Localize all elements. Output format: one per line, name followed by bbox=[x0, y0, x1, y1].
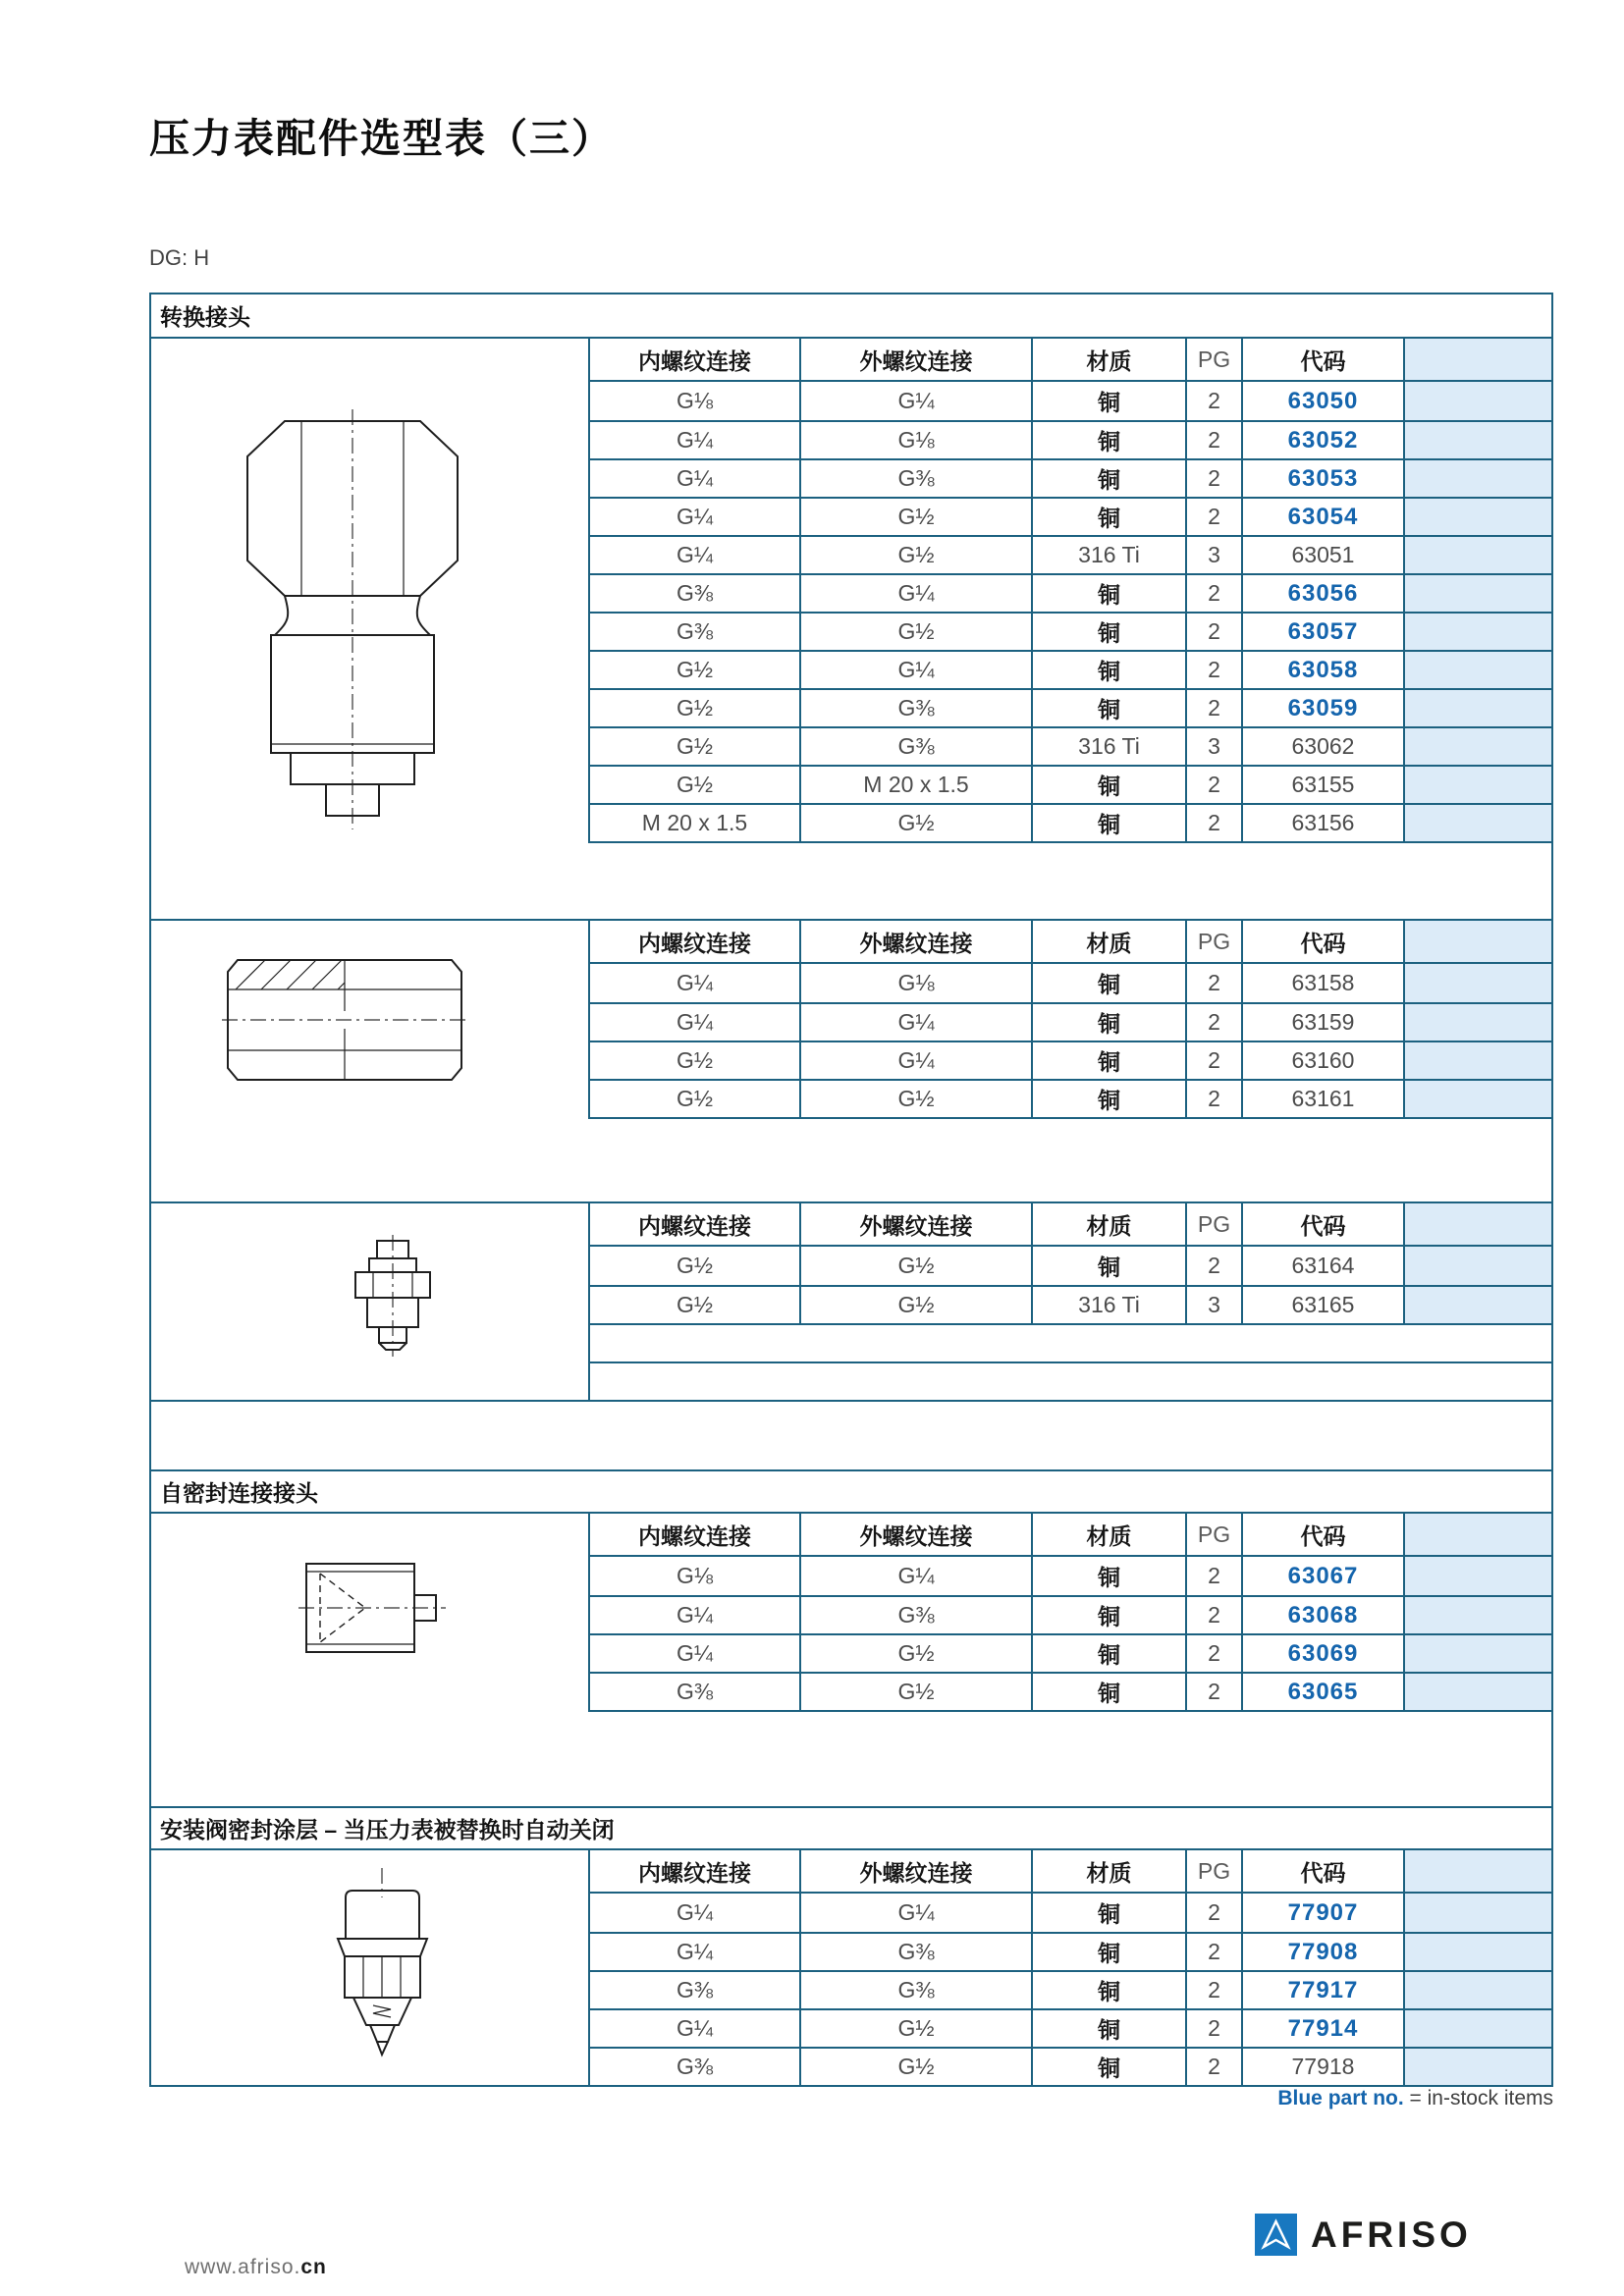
material-value: 铜 bbox=[1031, 1002, 1185, 1041]
pg-value: 2 bbox=[1185, 1041, 1241, 1079]
self-sealing-connector-drawing bbox=[298, 1558, 446, 1658]
part-number: 77918 bbox=[1241, 2047, 1403, 2085]
pg-value: 2 bbox=[1185, 497, 1241, 535]
part-number: 63067 bbox=[1241, 1557, 1403, 1595]
material-value: 316 Ti bbox=[1031, 535, 1185, 573]
part-number: 63160 bbox=[1241, 1041, 1403, 1079]
outer-thread-value: G⅜ bbox=[799, 1932, 1031, 1970]
table-row bbox=[588, 1595, 1551, 1633]
header-row bbox=[588, 339, 1551, 382]
inner-thread-value: G⅜ bbox=[588, 1672, 799, 1710]
table-row bbox=[588, 458, 1551, 497]
part-number: 77908 bbox=[1241, 1932, 1403, 1970]
section-title-self-sealing: 自密封连接接头 bbox=[151, 1469, 1551, 1514]
part-number: 77917 bbox=[1241, 1970, 1403, 2008]
drawing-cell bbox=[151, 1850, 588, 2085]
section-self-sealing bbox=[151, 1469, 1551, 1806]
material-value: 铜 bbox=[1031, 964, 1185, 1002]
stock-indicator-cell bbox=[1403, 420, 1551, 458]
pg-value: 3 bbox=[1185, 1285, 1241, 1323]
stock-indicator-cell bbox=[1403, 382, 1551, 420]
pg-value: 2 bbox=[1185, 1595, 1241, 1633]
column-header-code: 代码 bbox=[1241, 921, 1403, 964]
material-value: 铜 bbox=[1031, 1894, 1185, 1932]
part-number: 63051 bbox=[1241, 535, 1403, 573]
brand-name: AFRISO bbox=[1311, 2215, 1472, 2255]
header-row bbox=[588, 1850, 1551, 1894]
material-value: 铜 bbox=[1031, 1672, 1185, 1710]
inner-thread-value: G½ bbox=[588, 726, 799, 765]
afriso-logo bbox=[1255, 2213, 1472, 2256]
material-value: 铜 bbox=[1031, 1932, 1185, 1970]
table-row bbox=[588, 803, 1551, 841]
material-value: 铜 bbox=[1031, 765, 1185, 803]
material-value: 铜 bbox=[1031, 573, 1185, 612]
outer-thread-value: G⅜ bbox=[799, 1970, 1031, 2008]
hex-coupling-drawing bbox=[222, 950, 467, 1090]
inner-thread-value: G¼ bbox=[588, 964, 799, 1002]
outer-thread-value: G½ bbox=[799, 2047, 1031, 2085]
material-value: 铜 bbox=[1031, 803, 1185, 841]
material-value: 铜 bbox=[1031, 1041, 1185, 1079]
column-header-inner-thread: 内螺纹连接 bbox=[588, 921, 799, 964]
section-spacer bbox=[151, 1402, 1551, 1469]
column-header-code: 代码 bbox=[1241, 339, 1403, 382]
pg-value: 2 bbox=[1185, 1633, 1241, 1672]
empty-cell bbox=[588, 1323, 1551, 1362]
pg-value: 2 bbox=[1185, 650, 1241, 688]
stock-column-header bbox=[1403, 921, 1551, 964]
column-header-pg: PG bbox=[1185, 1850, 1241, 1894]
material-value: 铜 bbox=[1031, 2008, 1185, 2047]
stock-indicator-cell bbox=[1403, 726, 1551, 765]
material-value: 铜 bbox=[1031, 1970, 1185, 2008]
inner-thread-value: G½ bbox=[588, 688, 799, 726]
pg-value: 2 bbox=[1185, 382, 1241, 420]
column-header-inner-thread: 内螺纹连接 bbox=[588, 1203, 799, 1247]
outer-thread-value: G¼ bbox=[799, 573, 1031, 612]
table-row bbox=[588, 1285, 1551, 1323]
table-row bbox=[588, 382, 1551, 420]
pg-value: 3 bbox=[1185, 535, 1241, 573]
pg-value: 2 bbox=[1185, 964, 1241, 1002]
dg-label: DG: H bbox=[149, 245, 210, 270]
pg-value: 2 bbox=[1185, 1079, 1241, 1117]
stock-indicator-cell bbox=[1403, 535, 1551, 573]
pg-value: 2 bbox=[1185, 765, 1241, 803]
pg-value: 2 bbox=[1185, 612, 1241, 650]
table-row bbox=[588, 1970, 1551, 2008]
part-number: 63059 bbox=[1241, 688, 1403, 726]
inner-thread-value: G¼ bbox=[588, 2008, 799, 2047]
outer-thread-value: G⅜ bbox=[799, 726, 1031, 765]
inner-thread-value: G¼ bbox=[588, 1595, 799, 1633]
outer-thread-value: G⅜ bbox=[799, 1595, 1031, 1633]
outer-thread-value: G½ bbox=[799, 1672, 1031, 1710]
inner-thread-value: G¼ bbox=[588, 1932, 799, 1970]
inner-thread-value: G⅜ bbox=[588, 612, 799, 650]
stock-indicator-cell bbox=[1403, 650, 1551, 688]
stock-column-header bbox=[1403, 339, 1551, 382]
inner-thread-value: G¼ bbox=[588, 1633, 799, 1672]
table-row bbox=[588, 726, 1551, 765]
stock-indicator-cell bbox=[1403, 1970, 1551, 2008]
material-value: 铜 bbox=[1031, 1247, 1185, 1285]
column-header-code: 代码 bbox=[1241, 1850, 1403, 1894]
outer-thread-value: G¼ bbox=[799, 1041, 1031, 1079]
pg-value: 2 bbox=[1185, 688, 1241, 726]
outer-thread-value: G⅛ bbox=[799, 964, 1031, 1002]
inner-thread-value: G⅜ bbox=[588, 573, 799, 612]
stock-indicator-cell bbox=[1403, 1247, 1551, 1285]
inner-thread-value: G½ bbox=[588, 650, 799, 688]
column-header-outer-thread: 外螺纹连接 bbox=[799, 339, 1031, 382]
column-header-pg: PG bbox=[1185, 339, 1241, 382]
stock-indicator-cell bbox=[1403, 1595, 1551, 1633]
table-row bbox=[588, 1672, 1551, 1710]
material-value: 铜 bbox=[1031, 650, 1185, 688]
pg-value: 2 bbox=[1185, 1557, 1241, 1595]
stock-indicator-cell bbox=[1403, 612, 1551, 650]
empty-table-row bbox=[588, 1323, 1551, 1362]
inner-thread-value: G½ bbox=[588, 1079, 799, 1117]
stock-indicator-cell bbox=[1403, 1041, 1551, 1079]
table-row bbox=[588, 964, 1551, 1002]
drawing-cell bbox=[151, 339, 588, 843]
stock-indicator-cell bbox=[1403, 1894, 1551, 1932]
stock-indicator-cell bbox=[1403, 1079, 1551, 1117]
website-tld: cn bbox=[300, 2256, 327, 2278]
column-header-inner-thread: 内螺纹连接 bbox=[588, 339, 799, 382]
stock-indicator-cell bbox=[1403, 1672, 1551, 1710]
section-spacer bbox=[151, 843, 1551, 919]
outer-thread-value: G½ bbox=[799, 1285, 1031, 1323]
inner-thread-value: G⅜ bbox=[588, 2047, 799, 2085]
table-row bbox=[588, 1247, 1551, 1285]
part-number: 63159 bbox=[1241, 1002, 1403, 1041]
stock-indicator-cell bbox=[1403, 765, 1551, 803]
website-link[interactable] bbox=[185, 2256, 327, 2279]
material-value: 316 Ti bbox=[1031, 726, 1185, 765]
column-header-inner-thread: 内螺纹连接 bbox=[588, 1514, 799, 1557]
stock-indicator-cell bbox=[1403, 1633, 1551, 1672]
table-row bbox=[588, 573, 1551, 612]
pg-value: 2 bbox=[1185, 1894, 1241, 1932]
table-row bbox=[588, 1079, 1551, 1117]
table-row bbox=[588, 612, 1551, 650]
column-header-pg: PG bbox=[1185, 1514, 1241, 1557]
section-title-adapters: 转换接头 bbox=[151, 294, 1551, 339]
part-number: 63062 bbox=[1241, 726, 1403, 765]
stock-indicator-cell bbox=[1403, 964, 1551, 1002]
section-adapters bbox=[151, 294, 1551, 1469]
column-header-outer-thread: 外螺纹连接 bbox=[799, 1850, 1031, 1894]
material-value: 铜 bbox=[1031, 1079, 1185, 1117]
gauge-valve-drawing bbox=[326, 1868, 440, 2064]
table-row bbox=[588, 497, 1551, 535]
stock-column-header bbox=[1403, 1203, 1551, 1247]
material-value: 铜 bbox=[1031, 1557, 1185, 1595]
empty-cell bbox=[588, 1362, 1551, 1400]
legend-blue-label: Blue part no. bbox=[1277, 2087, 1404, 2109]
part-number: 63053 bbox=[1241, 458, 1403, 497]
outer-thread-value: G⅜ bbox=[799, 458, 1031, 497]
outer-thread-value: G½ bbox=[799, 2008, 1031, 2047]
inner-thread-value: G½ bbox=[588, 765, 799, 803]
outer-thread-value: G½ bbox=[799, 803, 1031, 841]
part-number: 63056 bbox=[1241, 573, 1403, 612]
header-row bbox=[588, 1203, 1551, 1247]
section-mounting-valve bbox=[151, 1806, 1551, 2087]
table-row bbox=[588, 1557, 1551, 1595]
column-header-pg: PG bbox=[1185, 1203, 1241, 1247]
table-row bbox=[588, 688, 1551, 726]
outer-thread-value: G¼ bbox=[799, 1002, 1031, 1041]
adapter-table bbox=[151, 339, 1551, 843]
stock-indicator-cell bbox=[1403, 2008, 1551, 2047]
part-number: 63164 bbox=[1241, 1247, 1403, 1285]
column-header-pg: PG bbox=[1185, 921, 1241, 964]
column-header-outer-thread: 外螺纹连接 bbox=[799, 921, 1031, 964]
inner-thread-value: G⅛ bbox=[588, 382, 799, 420]
column-header-code: 代码 bbox=[1241, 1514, 1403, 1557]
inner-thread-value: G¼ bbox=[588, 420, 799, 458]
legend-suffix: = in-stock items bbox=[1403, 2087, 1553, 2109]
pg-value: 2 bbox=[1185, 573, 1241, 612]
header-row bbox=[588, 921, 1551, 964]
part-number: 63068 bbox=[1241, 1595, 1403, 1633]
pg-value: 2 bbox=[1185, 803, 1241, 841]
column-header-material: 材质 bbox=[1031, 1514, 1185, 1557]
column-header-material: 材质 bbox=[1031, 1203, 1185, 1247]
inner-thread-value: G¼ bbox=[588, 458, 799, 497]
stock-indicator-cell bbox=[1403, 573, 1551, 612]
section-title-mounting-valve: 安装阀密封涂层 – 当压力表被替换时自动关闭 bbox=[151, 1806, 1551, 1850]
inner-thread-value: G¼ bbox=[588, 1002, 799, 1041]
column-header-outer-thread: 外螺纹连接 bbox=[799, 1203, 1031, 1247]
inner-thread-value: G⅛ bbox=[588, 1557, 799, 1595]
section-spacer bbox=[151, 1119, 1551, 1201]
part-number: 77914 bbox=[1241, 2008, 1403, 2047]
part-number: 63161 bbox=[1241, 1079, 1403, 1117]
inner-thread-value: G⅜ bbox=[588, 1970, 799, 2008]
page-title: 压力表配件选型表（三） bbox=[149, 116, 614, 161]
header-row bbox=[588, 1514, 1551, 1557]
stock-indicator-cell bbox=[1403, 1557, 1551, 1595]
inner-thread-value: G¼ bbox=[588, 535, 799, 573]
stock-indicator-cell bbox=[1403, 1002, 1551, 1041]
pg-value: 2 bbox=[1185, 1970, 1241, 2008]
inner-thread-value: G½ bbox=[588, 1041, 799, 1079]
pg-value: 2 bbox=[1185, 1002, 1241, 1041]
outer-thread-value: G¼ bbox=[799, 1557, 1031, 1595]
column-header-material: 材质 bbox=[1031, 921, 1185, 964]
table-row bbox=[588, 2047, 1551, 2085]
pg-value: 2 bbox=[1185, 2047, 1241, 2085]
inner-thread-value: G¼ bbox=[588, 497, 799, 535]
material-value: 铜 bbox=[1031, 420, 1185, 458]
table-row bbox=[588, 1932, 1551, 1970]
stock-indicator-cell bbox=[1403, 688, 1551, 726]
stock-indicator-cell bbox=[1403, 803, 1551, 841]
part-number: 63054 bbox=[1241, 497, 1403, 535]
empty-table-row bbox=[588, 1362, 1551, 1400]
column-header-code: 代码 bbox=[1241, 1203, 1403, 1247]
column-header-material: 材质 bbox=[1031, 1850, 1185, 1894]
material-value: 铜 bbox=[1031, 382, 1185, 420]
table-row bbox=[588, 420, 1551, 458]
material-value: 铜 bbox=[1031, 1595, 1185, 1633]
part-number: 77907 bbox=[1241, 1894, 1403, 1932]
stock-legend bbox=[1277, 2087, 1553, 2110]
part-number: 63058 bbox=[1241, 650, 1403, 688]
part-number: 63065 bbox=[1241, 1672, 1403, 1710]
material-value: 铜 bbox=[1031, 458, 1185, 497]
stock-indicator-cell bbox=[1403, 2047, 1551, 2085]
inner-thread-value: G½ bbox=[588, 1247, 799, 1285]
part-number: 63057 bbox=[1241, 612, 1403, 650]
column-header-inner-thread: 内螺纹连接 bbox=[588, 1850, 799, 1894]
stock-indicator-cell bbox=[1403, 1932, 1551, 1970]
drawing-cell bbox=[151, 921, 588, 1119]
self-sealing-table bbox=[151, 1514, 1551, 1712]
table-row bbox=[588, 650, 1551, 688]
drawing-cell bbox=[151, 1514, 588, 1712]
part-number: 63165 bbox=[1241, 1285, 1403, 1323]
outer-thread-value: G½ bbox=[799, 1633, 1031, 1672]
table-row bbox=[588, 765, 1551, 803]
mounting-valve-table bbox=[151, 1850, 1551, 2087]
material-value: 316 Ti bbox=[1031, 1285, 1185, 1323]
column-header-outer-thread: 外螺纹连接 bbox=[799, 1514, 1031, 1557]
material-value: 铜 bbox=[1031, 688, 1185, 726]
part-number: 63050 bbox=[1241, 382, 1403, 420]
part-number: 63156 bbox=[1241, 803, 1403, 841]
outer-thread-value: G½ bbox=[799, 612, 1031, 650]
section-spacer bbox=[151, 1712, 1551, 1806]
part-number: 63052 bbox=[1241, 420, 1403, 458]
female-male-adapter-drawing bbox=[230, 407, 475, 831]
outer-thread-value: G¼ bbox=[799, 1894, 1031, 1932]
pg-value: 2 bbox=[1185, 420, 1241, 458]
outer-thread-value: G½ bbox=[799, 1079, 1031, 1117]
stock-column-header bbox=[1403, 1514, 1551, 1557]
outer-thread-value: G½ bbox=[799, 535, 1031, 573]
table-row bbox=[588, 535, 1551, 573]
material-value: 铜 bbox=[1031, 497, 1185, 535]
website-prefix: www.afriso. bbox=[185, 2256, 301, 2278]
pg-value: 2 bbox=[1185, 1932, 1241, 1970]
table-row bbox=[588, 2008, 1551, 2047]
inner-thread-value: G½ bbox=[588, 1285, 799, 1323]
accessory-selection-table bbox=[149, 293, 1553, 2087]
table-row bbox=[588, 1894, 1551, 1932]
material-value: 铜 bbox=[1031, 1633, 1185, 1672]
arrow-up-icon bbox=[1255, 2214, 1297, 2256]
coupling-table bbox=[151, 919, 1551, 1119]
table-row bbox=[588, 1041, 1551, 1079]
part-number: 63069 bbox=[1241, 1633, 1403, 1672]
stock-indicator-cell bbox=[1403, 1285, 1551, 1323]
nipple-table bbox=[151, 1201, 1551, 1402]
material-value: 铜 bbox=[1031, 612, 1185, 650]
outer-thread-value: G½ bbox=[799, 497, 1031, 535]
outer-thread-value: G⅜ bbox=[799, 688, 1031, 726]
inner-thread-value: G¼ bbox=[588, 1894, 799, 1932]
outer-thread-value: G¼ bbox=[799, 650, 1031, 688]
connection-nipple-drawing bbox=[348, 1235, 438, 1357]
material-value: 铜 bbox=[1031, 2047, 1185, 2085]
outer-thread-value: M 20 x 1.5 bbox=[799, 765, 1031, 803]
part-number: 63155 bbox=[1241, 765, 1403, 803]
pg-value: 2 bbox=[1185, 1672, 1241, 1710]
outer-thread-value: G¼ bbox=[799, 382, 1031, 420]
inner-thread-value: M 20 x 1.5 bbox=[588, 803, 799, 841]
table-row bbox=[588, 1002, 1551, 1041]
outer-thread-value: G⅛ bbox=[799, 420, 1031, 458]
pg-value: 2 bbox=[1185, 458, 1241, 497]
outer-thread-value: G½ bbox=[799, 1247, 1031, 1285]
part-number: 63158 bbox=[1241, 964, 1403, 1002]
table-row bbox=[588, 1633, 1551, 1672]
pg-value: 2 bbox=[1185, 2008, 1241, 2047]
stock-column-header bbox=[1403, 1850, 1551, 1894]
pg-value: 2 bbox=[1185, 1247, 1241, 1285]
column-header-material: 材质 bbox=[1031, 339, 1185, 382]
drawing-cell bbox=[151, 1203, 588, 1400]
stock-indicator-cell bbox=[1403, 458, 1551, 497]
pg-value: 3 bbox=[1185, 726, 1241, 765]
stock-indicator-cell bbox=[1403, 497, 1551, 535]
